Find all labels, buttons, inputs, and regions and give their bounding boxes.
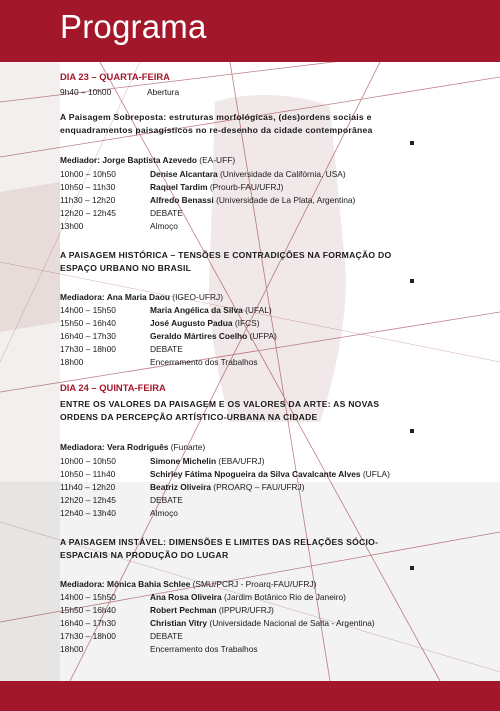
session-time: 18h00 — [60, 357, 84, 367]
session-time: 11h30 – 12h20 — [60, 195, 116, 205]
session-activity: DEBATE — [150, 631, 183, 641]
moderator: Mediadora: Ana Maria Daou (IGEO-UFRJ) — [60, 292, 224, 302]
moderator: Mediadora: Mônica Bahia Schlee (SMU/PCRJ - Proarq-FAU/UFRJ) — [60, 579, 317, 589]
panel-title-line: ENTRE OS VALORES DA PAISAGEM E OS VALORES DA ARTE: AS NOVAS — [60, 399, 380, 409]
session-time: 16h40 – 17h30 — [60, 331, 116, 341]
session-activity: DEBATE — [150, 344, 183, 354]
session-time: 15h50 – 16h40 — [60, 605, 116, 615]
session-time: 12h20 – 12h45 — [60, 495, 116, 505]
session-time: 14h00 – 15h50 — [60, 592, 116, 602]
session-speaker: Robert Pechman (IPPUR/UFRJ) — [150, 605, 274, 615]
session-speaker: Ana Rosa Oliveira (Jardim Botânico Rio de Janeiro) — [150, 592, 346, 602]
opening-label: Abertura — [147, 87, 180, 97]
bullet-marker — [410, 566, 414, 570]
panel-title-line: ESPACIAIS NA PRODUÇÃO DO LUGAR — [60, 550, 229, 560]
session-time: 12h40 – 13h40 — [60, 508, 116, 518]
page-title: Programa — [60, 8, 207, 45]
session-time: 11h40 – 12h20 — [60, 482, 116, 492]
session-time: 10h00 – 10h50 — [60, 456, 116, 466]
session-time: 17h30 – 18h00 — [60, 631, 116, 641]
session-speaker: Denise Alcantara (Universidade da Califórnia, USA) — [150, 169, 346, 179]
day-heading: DIA 24 – QUINTA-FEIRA — [60, 382, 166, 393]
session-time: 17h30 – 18h00 — [60, 344, 116, 354]
panel-title-line: enquadramentos paisagísticos no re-desenho da cidade contemporânea — [60, 125, 373, 135]
day-heading: DIA 23 – QUARTA-FEIRA — [60, 71, 170, 82]
session-time: 10h50 – 11h40 — [60, 469, 116, 479]
session-time: 15h50 – 16h40 — [60, 318, 116, 328]
session-activity: Encerramento dos Trabalhos — [150, 644, 258, 654]
session-speaker: Simone Michelin (EBA/UFRJ) — [150, 456, 265, 466]
session-speaker: Raquel Tardim (Prourb-FAU/UFRJ) — [150, 182, 284, 192]
panel-title-line: A PAISAGEM HISTÓRICA – TENSÕES E CONTRADIÇÕES NA FORMAÇÃO DO — [60, 250, 392, 260]
opening-time: 9h40 – 10h00 — [60, 87, 112, 97]
session-time: 10h00 – 10h50 — [60, 169, 116, 179]
session-activity: DEBATE — [150, 495, 183, 505]
panel-title-line: A Paisagem Sobreposta: estruturas morfológicas, (des)ordens sociais e — [60, 112, 372, 122]
panel-title-line: ESPAÇO URBANO NO BRASIL — [60, 263, 192, 273]
session-time: 13h00 — [60, 221, 84, 231]
moderator: Mediador: Jorge Baptista Azevedo (EA-UFF) — [60, 155, 236, 165]
session-activity: Almoço — [150, 221, 178, 231]
session-time: 16h40 – 17h30 — [60, 618, 116, 628]
session-activity: Almoço — [150, 508, 178, 518]
session-time: 14h00 – 15h50 — [60, 305, 116, 315]
bullet-marker — [410, 141, 414, 145]
bullet-marker — [410, 279, 414, 283]
session-activity: Encerramento dos Trabalhos — [150, 357, 258, 367]
panel-title-line: ORDENS DA PERCEPÇÃO ARTÍSTICO-URBANA NA CIDADE — [60, 412, 318, 422]
session-activity: DEBATE — [150, 208, 183, 218]
session-speaker: Christian Vitry (Universidade Nacional de Salta - Argentina) — [150, 618, 375, 628]
bullet-marker — [410, 429, 414, 433]
session-speaker: Maria Angélica da Silva (UFAL) — [150, 305, 272, 315]
session-speaker: Schirley Fátima Npogueira da Silva Cavalcante Alves (UFLA) — [150, 469, 390, 479]
session-speaker: Alfredo Benassi (Universidade de La Plata, Argentina) — [150, 195, 356, 205]
moderator: Mediadora: Vera Rodriguês (Funarte) — [60, 442, 206, 452]
session-time: 12h20 – 12h45 — [60, 208, 116, 218]
panel-title-line: A PAISAGEM INSTÁVEL: DIMENSÕES E LIMITES DAS RELAÇÕES SÓCIO- — [60, 537, 379, 547]
session-speaker: Beatriz Oliveira (PROARQ – FAU/UFRJ) — [150, 482, 305, 492]
session-speaker: José Augusto Padua (IFCS) — [150, 318, 260, 328]
session-time: 10h50 – 11h30 — [60, 182, 116, 192]
session-time: 18h00 — [60, 644, 84, 654]
session-speaker: Geraldo Mártires Coelho (UFPA) — [150, 331, 277, 341]
